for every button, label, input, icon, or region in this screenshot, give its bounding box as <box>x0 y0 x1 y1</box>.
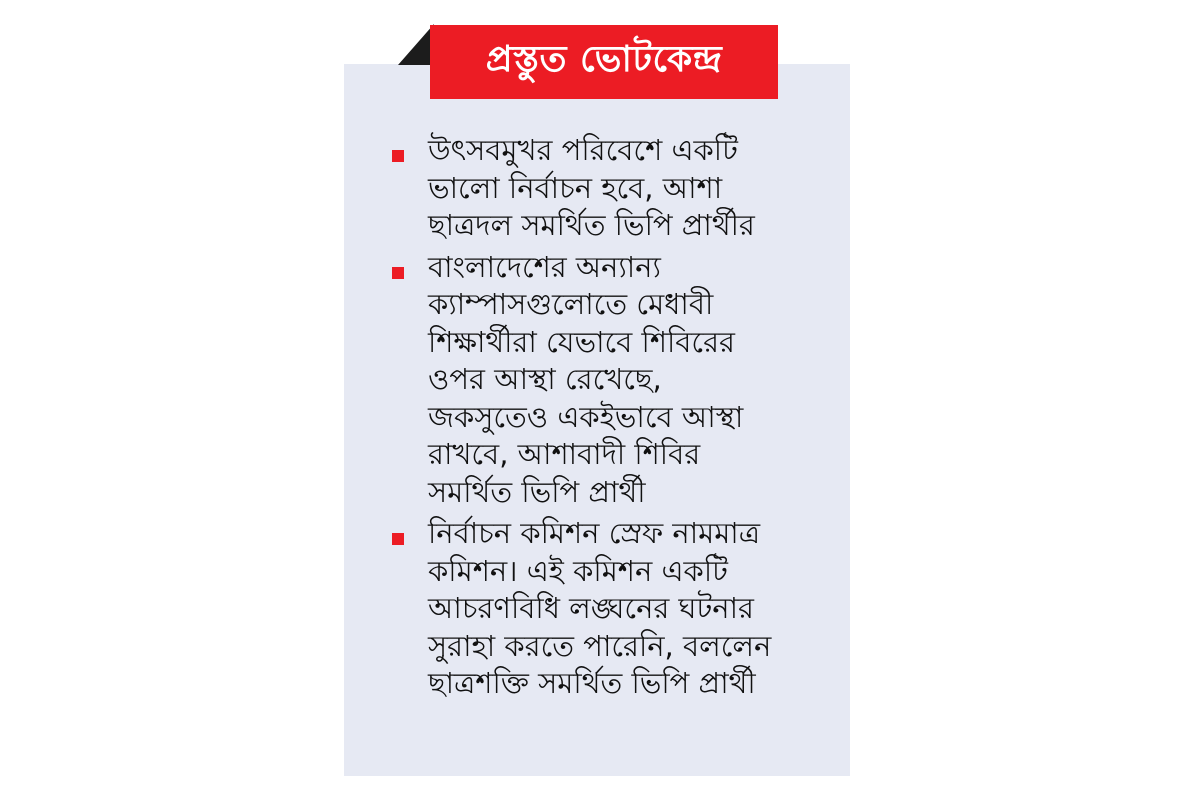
bullet-line: রাখবে, আশাবাদী শিবির <box>428 437 701 471</box>
bullet-line: আচরণবিধি লঙ্ঘনের ঘটনার <box>428 591 754 625</box>
bullet-line: ভালো নির্বাচন হবে, আশা <box>428 170 723 205</box>
bullet-line: নির্বাচন কমিশন স্রেফ নামমাত্র <box>428 516 761 550</box>
bullet-line: উৎসবমুখর পরিবেশে একটি <box>428 133 738 167</box>
bullet-list <box>390 132 820 707</box>
bullet-line: সমর্থিত ভিপি প্রার্থী <box>428 474 646 509</box>
bullet-line: ছাত্রশক্তি সমর্থিত ভিপি প্রার্থী <box>428 666 756 700</box>
bullet-item <box>390 132 820 245</box>
bullet-item <box>390 249 820 512</box>
bullet-square-icon <box>392 533 404 545</box>
bullet-line: ছাত্রদল সমর্থিত ভিপি প্রার্থীর <box>428 208 755 242</box>
bullet-item <box>390 515 820 703</box>
bullet-line: ক্যাম্পাসগুলোতে মেধাবী <box>428 287 714 321</box>
title-tab-shadow <box>398 24 434 65</box>
bullet-line: শিক্ষার্থীরা যেভাবে শিবিরের <box>428 324 735 359</box>
bullet-line: সুরাহা করতে পারেনি, বললেন <box>428 628 772 663</box>
bullet-line: ওপর আস্থা রেখেছে, <box>428 362 662 396</box>
bullet-line: কমিশন। এই কমিশন একটি <box>428 553 728 588</box>
bullet-line: জকসুতেও একইভাবে আস্থা <box>428 399 744 434</box>
title-banner <box>430 25 778 99</box>
title-text: প্রস্তুত ভোটকেন্দ্র <box>485 39 723 80</box>
bullet-square-icon <box>392 267 404 279</box>
bullet-line: বাংলাদেশের অন্যান্য <box>428 249 661 284</box>
bullet-square-icon <box>392 150 404 162</box>
